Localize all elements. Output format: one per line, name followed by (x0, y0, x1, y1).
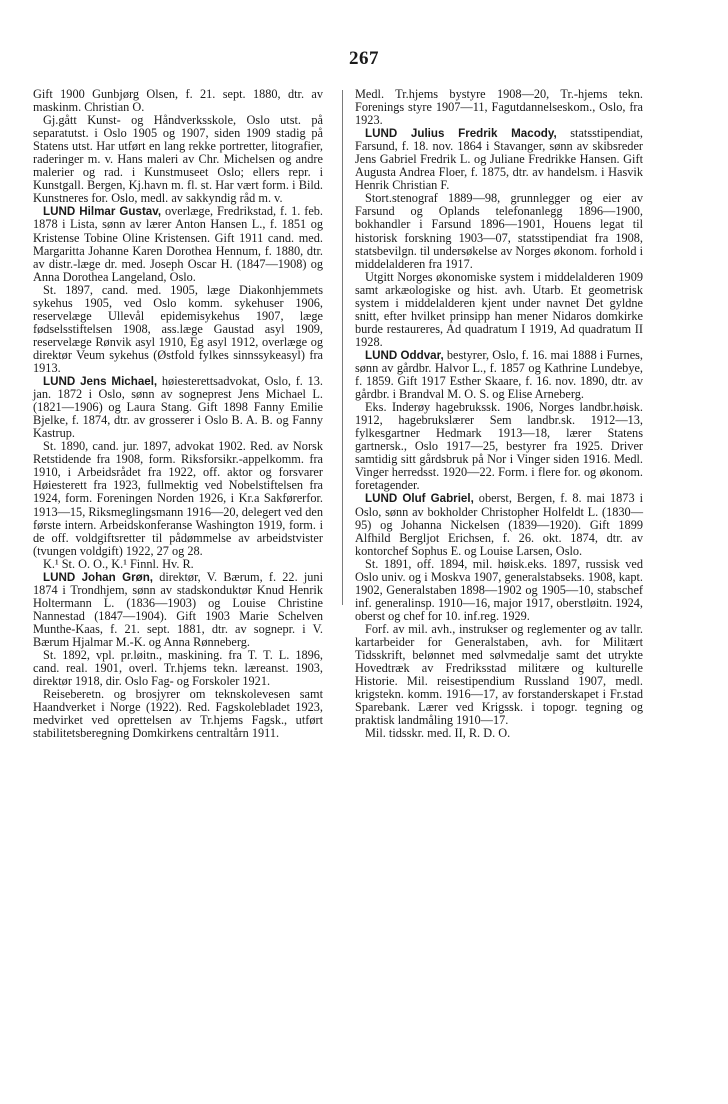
paragraph: K.¹ St. O. O., K.¹ Finnl. Hv. R. (43, 556, 194, 571)
paragraph: Utgitt Norges økonomiske system i middelalderen 1909 samt arkæologiske og hist. avh. Utarb. Et geometrisk system i middelalderen kjent under navnet Det gyldne snitt, efter hvilket prinsipp han mener Nidaros domkirke burde restaureres, Ad quadratum I 1919, Ad quadratum II 1928. (355, 269, 643, 349)
column-divider (342, 90, 343, 605)
entry-text: bestyrer, Oslo, f. 16. mai 1888 i Furnes, sønn av gårdbr. Halvor L., f. 1857 og Kathrine Lundebye, f. 1859. Gift 1917 Esther Skaare, f. 16. nov. 1890, dtr. av gårdbr. i Brandval M. O. S. og Elise Arneberg. (355, 347, 644, 402)
left-column (33, 88, 323, 740)
entry-name: LUND Hilmar Gustav, (43, 205, 162, 219)
biography-entry (33, 571, 323, 649)
entry-text: direktør, V. Bærum, f. 22. juni 1874 i Trondhjem, sønn av stadskonduktør Knud Henrik Holtermann L. (1836—1903) og Louise Christine Nannestad (1847—1904). Gift 1903 Marie Schelven Munthe-Kaas, f. 21. sept. 1881, dtr. av sognepr. i V. Bærum Hjalmar M.-K. og Anna Rønneberg. (33, 569, 323, 649)
paragraph: Reiseberetn. og brosjyrer om teknskolevesen samt Haandverket i Norge (1922). Red. Fagskolebladet 1923, medvirket ved oprettelsen av Tr.hjems Fagsk., utført stabilitetsberegning Domkirkens centraltårn 1911. (33, 687, 323, 741)
entry-text: statsstipendiat, Farsund, f. 18. nov. 1864 i Stavanger, sønn av skibsreder Jens Gabriel Fredrik L. og Juliane Fredrikke Hansen. Gift Augusta Andrea Floer, f. 1875, dtr. av handelsm. i Hasvik Henrik Christian F. (355, 126, 643, 193)
entry-text: høiesterettsadvokat, Oslo, f. 13. jan. 1872 i Oslo, sønn av sogneprest Jens Michael L. (1821—1906) og Laura Stang. Gift 1898 Fanny Emilie Bjelke, f. 1874, dtr. av grosserer i Oslo B. A. B. og Fanny Kastrup. (33, 374, 323, 441)
page-number: 267 (349, 48, 379, 69)
paragraph: Stort.stenograf 1889—98, grunnlegger og eier av Farsund og Oplands telefonanlegg 1896—1900, bokhandler i Farsund 1896—1901, Houens legat til historisk forskning 1903—07, statsstipendiat fra 1908, statsbevilgn. til undersøkelse av Norges økonom. forhold i middelalderen fra 1917. (355, 191, 643, 271)
biography-entry (33, 375, 323, 440)
paragraph: St. 1890, cand. jur. 1897, advokat 1902. Red. av Norsk Retstidende fra 1908, form. Riksforsikr.-appelkomm. fra 1910, i Arbeidsrådet fra 1922, off. aktor og forsvarer Høiesterett fra 1923, fullmektig ved Nobelstiftelsen fra 1924, form. Foreningen Norden 1926, i Kr.a Sakførerfor. 1913—15, Riksmeglingsmann 1916—20, delegert ved den første intern. Arbeidskonferanse Washington 1919, form. i de off. voldgiftsretter til pådømmelse av arbeidstvister (tvungen voldgift) 1922, 27 og 28. (33, 439, 323, 558)
biography-entry (33, 205, 323, 283)
paragraph: Eks. Inderøy hagebrukssk. 1906, Norges landbr.høisk. 1912, hagebrukslærer Sem landbr.sk. 1912—13, fylkesgartner Hedmark 1913—18, lærer Statens gartnersk., Oslo 1917—25, bestyrer fra 1925. Driver samtidig sitt gårdsbruk på Nor i Vinger siden 1916. Medl. Vinger herredsst. 1920—22. Form. i flere for. og økonom. foretagender. (355, 400, 643, 493)
biography-entry (355, 127, 643, 192)
paragraph: Gj.gått Kunst- og Håndverksskole, Oslo utst. på separatutst. i Oslo 1905 og 1907, siden 1909 stadig på Statens utst. Har utført en lang rekke portretter, litografier, raderinger m. v. Hans maleri av Chr. Michelsen og andre malerier og rad. i Kunstmuseet Oslo; ellers repr. i Kunstgall. Bergen, Kj.havn m. fl. st. Har vært form. i Bild. Kunstneres for. Oslo, medl. av sakkyndig råd m. v. (33, 113, 323, 206)
paragraph: St. 1891, off. 1894, mil. høisk.eks. 1897, russisk ved Oslo univ. og i Moskva 1907, generalstabseks. 1908, kapt. 1902, Generalstaben 1898—1902 og 1905—10, stabschef inf. generalinsp. 1910—16, major 1917, oberstløitn. 1924, oberst og chef for 10. inf.reg. 1929. (355, 556, 643, 623)
right-column (355, 88, 643, 740)
continued-paragraph: Medl. Tr.hjems bystyre 1908—20, Tr.-hjems tekn. Forenings styre 1907—11, Fagutdannelseskom., Oslo, fra 1923. (355, 87, 643, 128)
entry-name: LUND Johan Grøn, (43, 570, 154, 584)
biography-entry (355, 492, 643, 557)
entry-name: LUND Oddvar, (365, 348, 444, 362)
continued-paragraph: Gift 1900 Gunbjørg Olsen, f. 21. sept. 1880, dtr. av maskinm. Christian O. (33, 87, 323, 115)
paragraph: Mil. tidsskr. med. II, R. D. O. (365, 726, 511, 741)
entry-name: LUND Oluf Gabriel, (365, 492, 474, 506)
entry-name: LUND Jens Michael, (43, 375, 158, 389)
entry-name: LUND Julius Fredrik Macody, (365, 127, 557, 141)
paragraph: St. 1897, cand. med. 1905, læge Diakonhjemmets sykehus 1905, ved Oslo komm. sykehuser 1906, reservelæge Ullevål epidemisykehus 1907, læge fødselsstiftelsen 1908, ass.læge Gaustad asyl 1909, reservelæge Rønvik asyl 1910, Eg asyl 1912, overlæge og direktør Veum sykehus (Østfold fylkes sinnssykeasyl) fra 1913. (33, 282, 323, 375)
paragraph: St. 1892, vpl. pr.løitn., maskining. fra T. T. L. 1896, cand. real. 1901, overl. Tr.hjems tekn. læreanst. 1903, direktør 1918, dir. Oslo Fag- og Forskoler 1921. (33, 648, 323, 689)
entry-text: oberst, Bergen, f. 8. mai 1873 i Oslo, sønn av bokholder Christopher Holfeldt L. (1830—95) og Johanna Nickelsen (1839—1920). Gift 1899 Alfhild Bergljot Erichsen, f. 26. okt. 1874, dtr. av kontorchef Sophus E. og Louise Larsen, Oslo. (355, 491, 643, 558)
biography-entry (355, 349, 643, 401)
paragraph: Forf. av mil. avh., instrukser og reglementer og av tallr. kartarbeider for Generalstaben, avh. for Militært Tidsskrift, belønnet med sølvmedalje samt det utrykte Hovedtræk av Fredriksstad militære og kulturelle Historie. Mil. reisestipendium Russland 1907, medl. krigstekn. komm. 1916—17, av forstanderskapet i Fr.stad Sparebank. Lærer ved Krigssk. i topogr. tegning og praktisk landmåling 1910—17. (355, 621, 643, 728)
entry-text: overlæge, Fredrikstad, f. 1. feb. 1878 i Lista, sønn av lærer Anton Hansen L., f. 1851 og Kristense Tobine Oline Kristensen. Gift 1911 cand. med. Margaritta Johanne Karen Dorothea Hennum, f. 1880, dtr. av distr.-læge dr. med. Joseph Oscar H. (1847—1908) og Anna Dorothea Langeland, Oslo. (33, 204, 323, 284)
